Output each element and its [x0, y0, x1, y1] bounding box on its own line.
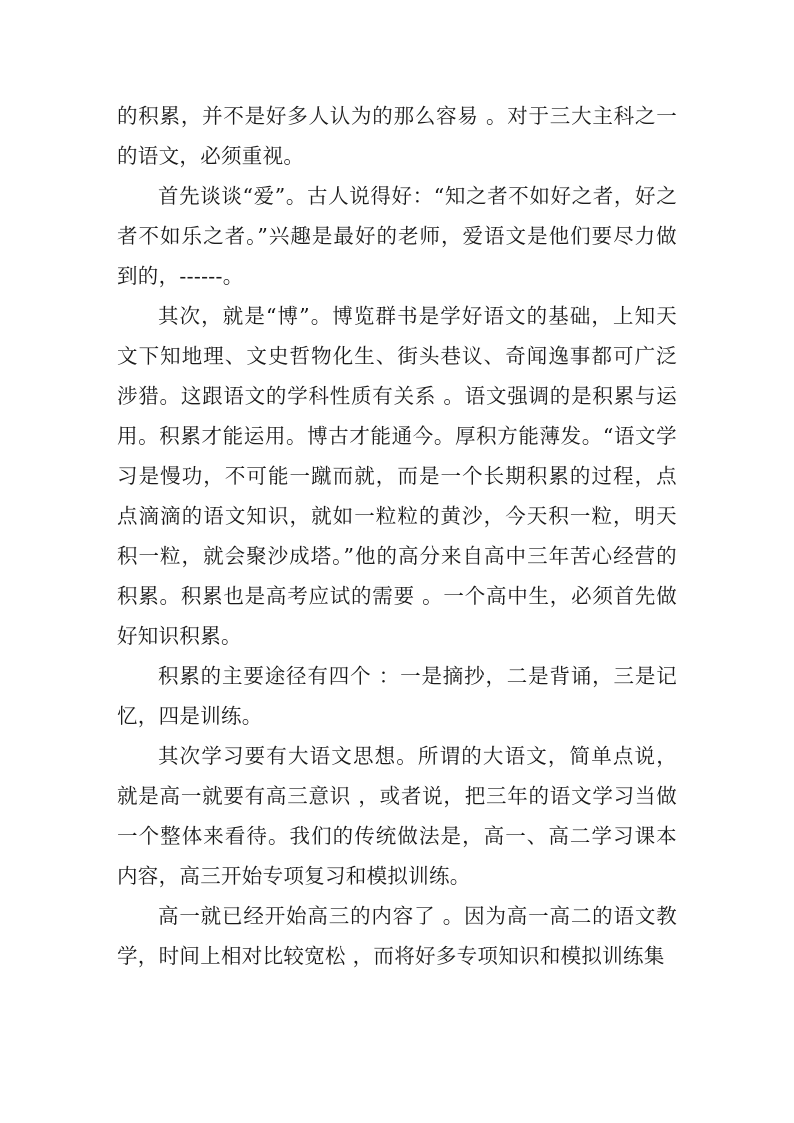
document-body — [117, 96, 677, 976]
paragraph-4: 积累的主要途径有四个 ：一是摘抄，二是背诵，三是记忆，四是训练。 — [117, 664, 677, 728]
paragraph-5: 其次学习要有大语文思想。所谓的大语文，简单点说，就是高一就要有高三意识 ，或者说，把三年的语文学习当做一个整体来看待。我们的传统做法是，高一、高二学习课本内容，高三开始专项复习和模拟训练。 — [117, 744, 677, 888]
paragraph-6: 高一就已经开始高三的内容了 。因为高一高二的语文教学，时间上相对比较宽松 ，而将好多专项知识和模拟训练集 — [117, 904, 677, 968]
paragraph-2: 首先谈谈“爱”。古人说得好：“知之者不如好之者，好之者不如乐之者。”兴趣是最好的老师，爱语文是他们要尽力做到的，------。 — [117, 184, 677, 288]
paragraph-3: 其次，就是“博”。博览群书是学好语文的基础，上知天文下知地理、文史哲物化生、街头巷议、奇闻逸事都可广泛涉猎。这跟语文的学科性质有关系 。语文强调的是积累与运用。积累才能运用。博古才能通今。厚积方能薄发。“语文学习是慢功，不可能一蹴而就，而是一个长期积累的过程，点点滴滴的语文知识，就如一粒粒的黄沙，今天积一粒，明天积一粒，就会聚沙成塔。”他的高分来自高中三年苦心经营的积累。积累也是高考应试的需要 。一个高中生，必须首先做好知识积累。 — [117, 304, 677, 648]
paragraph-1: 的积累，并不是好多人认为的那么容易 。对于三大主科之一的语文，必须重视。 — [117, 104, 677, 168]
